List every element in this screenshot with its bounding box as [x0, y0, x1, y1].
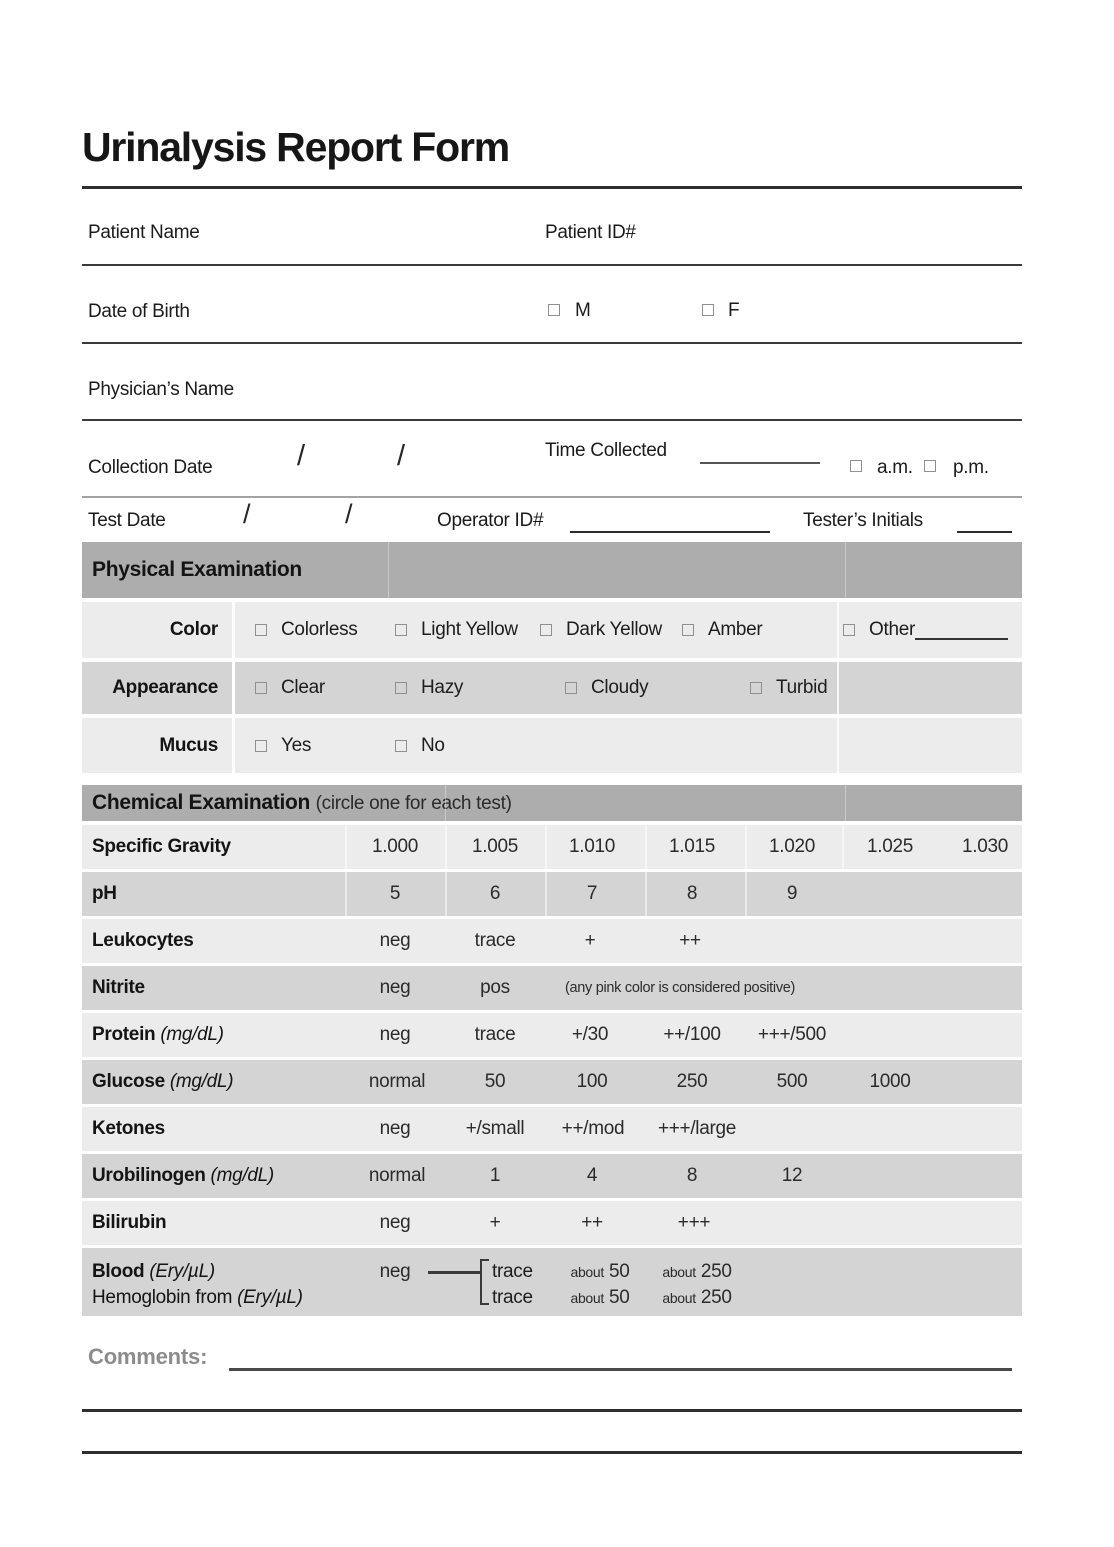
chemical-row-blood [82, 1248, 1022, 1316]
value-option[interactable]: 1.025 [866, 836, 914, 857]
value-option[interactable]: 7 [586, 883, 598, 904]
value-option[interactable]: 8 [686, 1165, 698, 1186]
row-label: Urobilinogen (mg/dL) [92, 1165, 274, 1186]
row-label: Nitrite [92, 977, 145, 998]
comments-line-3[interactable] [82, 1451, 1022, 1454]
color-label: Color [169, 619, 218, 640]
collection-row-line [82, 496, 1022, 498]
value-option[interactable]: trace [474, 1024, 516, 1045]
operator-id-field-line[interactable] [570, 531, 770, 533]
comments-field-line[interactable] [229, 1368, 1012, 1371]
value-option[interactable]: ++/mod [561, 1118, 625, 1139]
option-label: Turbid [776, 677, 828, 698]
chemical-exam-header [82, 785, 1022, 821]
color-colorless-checkbox[interactable] [255, 624, 267, 636]
divider [232, 602, 235, 658]
physician-row-line[interactable] [82, 419, 1022, 421]
chemical-row-protein [82, 1013, 1022, 1057]
blood-label: Blood (Ery/µL) [92, 1261, 215, 1282]
appearance-clear-checkbox[interactable] [255, 682, 267, 694]
value-option[interactable]: 500 [776, 1071, 808, 1092]
chemical-exam-subtitle: (circle one for each test) [315, 793, 512, 814]
appearance-turbid-checkbox[interactable] [750, 682, 762, 694]
color-light-yellow-checkbox[interactable] [395, 624, 407, 636]
row-label: Bilirubin [92, 1212, 167, 1233]
chemical-row-glucose [82, 1060, 1022, 1104]
operator-id-label: Operator ID# [437, 510, 544, 531]
physician-label: Physician’s Name [88, 379, 234, 400]
time-collected-label: Time Collected [545, 440, 667, 461]
value-option[interactable]: 1.020 [768, 836, 816, 857]
am-label: a.m. [877, 457, 913, 478]
value-option[interactable]: neg [379, 930, 411, 951]
patient-id-label: Patient ID# [545, 222, 636, 243]
value-option[interactable]: ++ [581, 1212, 603, 1233]
value-option[interactable]: trace [492, 1261, 533, 1282]
divider [388, 542, 389, 598]
value-option[interactable]: +++/large [657, 1118, 737, 1139]
divider [845, 785, 846, 821]
value-option[interactable]: 50 [484, 1071, 506, 1092]
time-collected-field-line[interactable] [700, 462, 820, 464]
other-field-line[interactable] [915, 638, 1008, 640]
value-option[interactable]: about 250 [662, 1287, 732, 1308]
test-date-label: Test Date [88, 510, 166, 531]
value-option[interactable]: ++ [679, 930, 701, 951]
dob-label: Date of Birth [88, 301, 190, 322]
option-label: Clear [281, 677, 325, 698]
row-label: Specific Gravity [92, 836, 231, 857]
value-option[interactable]: 8 [686, 883, 698, 904]
mucus-label: Mucus [159, 734, 218, 756]
row-label: Protein (mg/dL) [92, 1024, 224, 1045]
date-slash: / [297, 440, 305, 472]
value-option[interactable]: +/30 [571, 1024, 609, 1045]
value-option[interactable]: neg [379, 1212, 411, 1233]
collection-date-label: Collection Date [88, 457, 213, 478]
value-option[interactable]: normal [368, 1165, 426, 1186]
bracket [480, 1259, 489, 1305]
value-option[interactable]: +++/500 [757, 1024, 827, 1045]
color-other-checkbox[interactable] [843, 624, 855, 636]
color-amber-checkbox[interactable] [682, 624, 694, 636]
value-option[interactable]: 100 [576, 1071, 608, 1092]
divider [837, 718, 839, 773]
pm-label: p.m. [953, 457, 989, 478]
option-label: Hazy [421, 677, 464, 698]
physical-row-color [82, 602, 1022, 658]
option-label: No [421, 734, 445, 756]
am-checkbox[interactable] [850, 460, 862, 472]
divider [837, 602, 839, 658]
value-option[interactable]: + [584, 930, 596, 951]
option-label: Amber [708, 619, 763, 640]
tester-initials-label: Tester’s Initials [803, 510, 923, 531]
chemical-exam-title [92, 791, 512, 815]
divider [845, 542, 846, 598]
chemical-row-bilirubin [82, 1201, 1022, 1245]
pm-checkbox[interactable] [924, 460, 936, 472]
value-option[interactable]: normal [368, 1071, 426, 1092]
dob-row-line[interactable] [82, 342, 1022, 344]
value-option[interactable]: 6 [489, 883, 501, 904]
page-title: Urinalysis Report Form [82, 124, 509, 170]
connector-line [428, 1271, 480, 1274]
comments-line-2[interactable] [82, 1409, 1022, 1412]
value-option[interactable]: about 50 [570, 1287, 630, 1308]
option-label: Colorless [281, 619, 358, 640]
comments-label: Comments: [88, 1344, 208, 1369]
value-option[interactable]: 1.000 [371, 836, 419, 857]
date-slash: / [345, 499, 353, 529]
mucus-no-checkbox[interactable] [395, 740, 407, 752]
value-option[interactable]: 1.030 [961, 836, 1009, 857]
value-option[interactable]: 9 [786, 883, 798, 904]
patient-row-line[interactable] [82, 264, 1022, 266]
value-option[interactable]: 1 [489, 1165, 501, 1186]
divider [232, 662, 235, 714]
value-option[interactable]: + [489, 1212, 501, 1233]
nitrite-note: (any pink color is considered positive) [565, 980, 796, 996]
value-option[interactable]: 5 [389, 883, 401, 904]
appearance-hazy-checkbox[interactable] [395, 682, 407, 694]
value-option[interactable]: 4 [586, 1165, 598, 1186]
date-slash: / [243, 499, 251, 529]
appearance-cloudy-checkbox[interactable] [565, 682, 577, 694]
divider [837, 662, 839, 714]
male-label: M [575, 300, 591, 321]
value-option[interactable]: about 250 [662, 1261, 732, 1282]
chemical-row-specific-gravity [82, 825, 1022, 869]
chemical-row-ketones [82, 1107, 1022, 1151]
value-option[interactable]: 1.010 [568, 836, 616, 857]
appearance-label: Appearance [112, 677, 218, 698]
divider [445, 785, 446, 821]
physical-row-appearance [82, 662, 1022, 714]
chemical-row-leukocytes [82, 919, 1022, 963]
female-label: F [728, 300, 740, 321]
physical-exam-header [82, 542, 1022, 598]
row-label: pH [92, 883, 117, 904]
male-checkbox[interactable] [548, 304, 560, 316]
value-option[interactable]: pos [480, 977, 510, 998]
chemical-row-urobilinogen [82, 1154, 1022, 1198]
value-option[interactable]: trace [474, 930, 516, 951]
chemical-exam-title-text: Chemical Examination [92, 791, 311, 814]
title-rule [82, 186, 1022, 189]
option-label: Yes [281, 734, 312, 756]
patient-name-label: Patient Name [88, 222, 200, 243]
row-label: Ketones [92, 1118, 165, 1139]
hemoglobin-label: Hemoglobin from (Ery/µL) [92, 1287, 303, 1308]
female-checkbox[interactable] [702, 304, 714, 316]
value-option[interactable]: 12 [781, 1165, 803, 1186]
value-option[interactable]: neg [379, 1118, 411, 1139]
value-option[interactable]: ++/100 [663, 1024, 721, 1045]
value-option[interactable]: 1.015 [668, 836, 716, 857]
divider [232, 718, 235, 773]
chemical-row-nitrite [82, 966, 1022, 1010]
physical-exam-title: Physical Examination [92, 558, 302, 581]
row-label: Leukocytes [92, 930, 194, 951]
option-label: Cloudy [591, 677, 649, 698]
chemical-row-ph [82, 872, 1022, 916]
date-slash: / [397, 440, 405, 472]
row-label: Glucose (mg/dL) [92, 1071, 234, 1092]
tester-initials-field-line[interactable] [957, 531, 1012, 533]
value-option[interactable]: trace [492, 1287, 533, 1308]
value-option[interactable]: 250 [676, 1071, 708, 1092]
value-option[interactable]: about 50 [570, 1261, 630, 1282]
option-label: Dark Yellow [566, 619, 662, 640]
value-option[interactable]: neg [379, 1024, 411, 1045]
value-option[interactable]: +/small [465, 1118, 525, 1139]
value-option[interactable]: neg [379, 1261, 411, 1282]
value-option[interactable]: +++ [677, 1212, 711, 1233]
value-option[interactable]: 1000 [869, 1071, 911, 1092]
mucus-yes-checkbox[interactable] [255, 740, 267, 752]
option-label: Light Yellow [421, 619, 518, 640]
physical-row-mucus [82, 718, 1022, 773]
option-label: Other [869, 619, 916, 640]
value-option[interactable]: neg [379, 977, 411, 998]
color-dark-yellow-checkbox[interactable] [540, 624, 552, 636]
value-option[interactable]: 1.005 [471, 836, 519, 857]
